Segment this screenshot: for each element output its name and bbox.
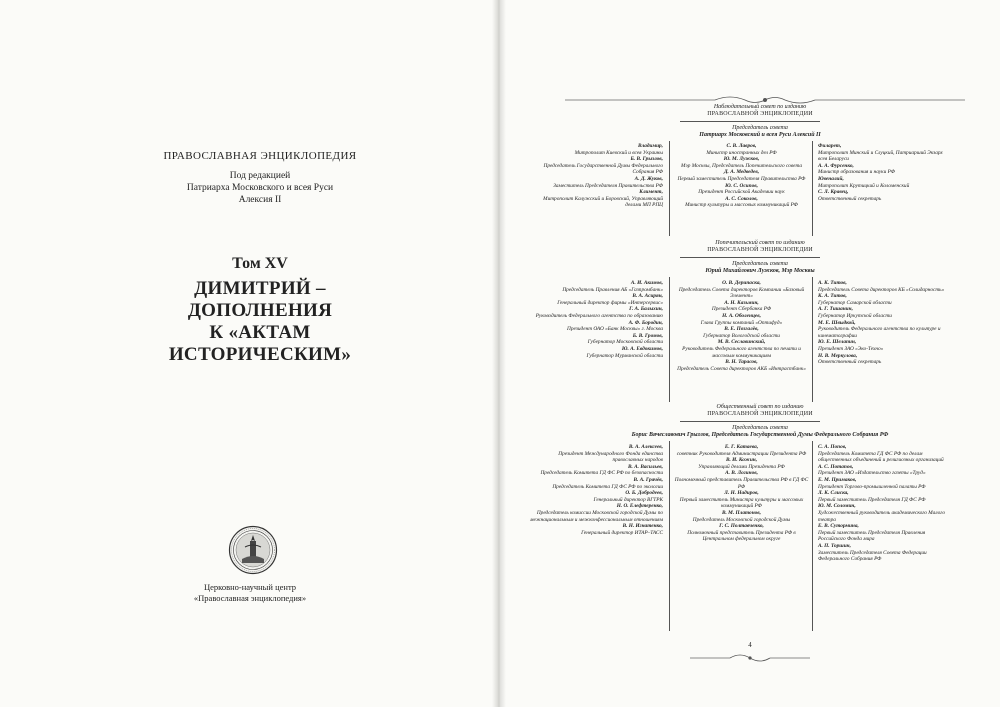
member-entry: [818, 339, 953, 352]
member-title: Митрополит Крутицкий и Коломенский: [818, 182, 910, 189]
member-entry: [818, 477, 953, 490]
editors-line: Под редакцией: [229, 171, 291, 181]
member-entry: [674, 444, 809, 457]
member-title: Ответственный секретарь: [818, 359, 882, 366]
member-title: Полномочный представитель Правительства РФ в ГД ФС РФ: [674, 476, 809, 490]
member-title: Генеральный директор фирмы «Интерсервис»: [557, 299, 663, 306]
trustees-column-3: [818, 280, 953, 366]
member-name: М. В. Сеславинский,: [717, 339, 766, 346]
chair-name: Патриарх Московский и всея Руси Алексий II: [699, 132, 821, 138]
member-name: Владимир,: [637, 143, 663, 149]
heading-caps: ПРАВОСЛАВНОЙ ЭНЦИКЛОПЕДИИ: [707, 411, 813, 417]
heading-caps: ПРАВОСЛАВНОЙ ЭНЦИКЛОПЕДИИ: [707, 247, 813, 253]
member-name: А. К. Титов,: [818, 280, 847, 286]
member-title: Митрополит Минский и Слуцкий, Патриарший Экзарх всея Беларуси: [818, 149, 943, 163]
trustees-chair: [560, 261, 960, 275]
chair-label: Председатель совета: [732, 261, 788, 267]
member-entry: [674, 196, 809, 209]
member-title: Ответственный секретарь: [818, 195, 882, 202]
supervisory-column-2: [674, 143, 809, 209]
member-entry: [674, 300, 809, 313]
column-divider: [812, 277, 813, 402]
member-title: Первый заместитель Председателя ГД ФС РФ: [818, 496, 926, 503]
member-name: В. А. Асирян,: [632, 293, 663, 300]
member-title: Первый заместитель Председателя Правления Российского Фонда мира: [818, 529, 926, 543]
member-entry: [818, 543, 953, 563]
member-name: Ювеналий,: [818, 175, 844, 182]
volume-subject: [120, 278, 400, 366]
member-entry: [674, 510, 809, 523]
member-name: Ю. М. Соломин,: [818, 503, 856, 510]
member-title: советник Руководителя Администрации Президента РФ: [676, 450, 807, 457]
subject-line: ДИМИТРИЙ – ДОПОЛНЕНИЯ: [187, 278, 333, 321]
member-title: Глава Группы компаний «Оптифуд»: [700, 319, 783, 326]
member-entry: [674, 169, 809, 182]
member-entry: [818, 176, 953, 189]
member-title: Губернатор Мурманской области: [586, 352, 663, 359]
member-name: А. Ф. Бородин,: [628, 319, 663, 326]
member-entry: [818, 189, 953, 202]
title-page: [0, 0, 498, 707]
member-name: О. Б. Добродеев,: [625, 490, 663, 497]
member-title: Губернатор Вологодской области: [703, 332, 780, 339]
member-name: Е. М. Примаков,: [818, 476, 857, 483]
member-entry: [818, 320, 953, 340]
public-column-1: [528, 444, 663, 536]
member-title: Мэр Москвы, Председатель Попечительского совета: [680, 162, 802, 169]
member-name: В. А. Алексеев,: [628, 444, 663, 450]
member-name: В. Е. Позгалёв,: [724, 326, 759, 333]
member-title: Председатель Государственной Думы Федерального Собрания РФ: [543, 162, 663, 176]
member-name: Ю. С. Осипов,: [725, 182, 758, 189]
member-name: Е. В. Сутормина,: [818, 523, 859, 530]
member-name: Н. О. Елефтеренко,: [616, 503, 663, 510]
trustees-column-2: [674, 280, 809, 372]
member-entry: [528, 523, 663, 536]
member-name: М. Е. Швыдкой,: [818, 319, 856, 326]
member-title: Заместитель Председателя Правительства РФ: [553, 182, 663, 189]
chair-label: Председатель совета: [732, 425, 788, 431]
member-entry: [818, 503, 953, 523]
member-entry: [528, 464, 663, 477]
member-title: Заместитель Председателя Совета Федерации Федерального Собрания РФ: [818, 549, 927, 563]
member-entry: [528, 503, 663, 523]
member-title: Президент Российской Академии наук: [698, 189, 785, 196]
member-name: А. Д. Жуков,: [634, 175, 663, 182]
member-name: С. В. Лавров,: [726, 143, 757, 149]
heading-line: Попечительский совет по изданию: [715, 240, 805, 246]
member-entry: [674, 457, 809, 470]
member-title: Первый заместитель Председателя Правительства РФ: [677, 175, 806, 182]
member-entry: [528, 477, 663, 490]
member-title: Генеральный директор ИТАР–ТАСС: [581, 529, 663, 536]
heading-line: Наблюдательный совет по изданию: [713, 104, 807, 110]
member-title: Министр образования и науки РФ: [818, 169, 895, 176]
section-divider: [680, 421, 820, 422]
member-entry: [818, 306, 953, 319]
member-entry: [674, 143, 809, 156]
member-title: Президент Торгово-промышленной палаты РФ: [818, 483, 926, 490]
member-title: Председатель Совета директоров АКБ «Интрастбанк»: [677, 365, 806, 372]
member-entry: [674, 156, 809, 169]
member-entry: [818, 464, 953, 477]
member-name: Н. В. Меркулова,: [818, 352, 858, 359]
column-divider: [812, 441, 813, 631]
encyclopedia-title: ПРАВОСЛАВНАЯ ЭНЦИКЛОПЕДИЯ: [163, 150, 357, 162]
member-name: В. А. Грачёв,: [633, 476, 663, 483]
member-entry: [818, 280, 953, 293]
member-title: Президент Сбербанка РФ: [711, 306, 772, 313]
member-title: Генеральный директор ВГТРК: [593, 496, 663, 503]
supervisory-column-1: [528, 143, 663, 209]
member-title: Митрополит Киевский и всея Украины: [574, 149, 663, 156]
member-name: С. А. Попов,: [818, 444, 847, 450]
member-name: В. Н. Игнатенко,: [622, 523, 663, 530]
member-entry: [528, 143, 663, 156]
member-name: А. В. Логинов,: [725, 470, 758, 477]
member-entry: [528, 189, 663, 209]
subject-line: К «АКТАМ ИСТОРИЧЕСКИМ»: [168, 322, 352, 365]
member-entry: [818, 444, 953, 464]
member-entry: [818, 143, 953, 163]
member-entry: [528, 444, 663, 464]
member-title: Председатель Совета директоров КБ «Солидарность»: [818, 286, 945, 293]
member-name: Д. А. Медведев,: [723, 169, 760, 176]
member-entry: [674, 326, 809, 339]
member-name: Л. Н. Надиров,: [724, 490, 759, 497]
member-title: Председатель Совета директоров Компании «Базовый Элемент»: [678, 286, 805, 300]
publisher-seal-icon: [228, 525, 278, 575]
chair-label: Председатель совета: [732, 125, 788, 131]
member-name: О. В. Дерипаска,: [722, 280, 761, 286]
member-title: Председатель Московской городской Думы: [692, 516, 791, 523]
member-title: Управляющий делами Президента РФ: [698, 463, 785, 470]
trustees-column-1: [528, 280, 663, 359]
member-name: К. А. Титов,: [818, 293, 847, 300]
member-name: В. А. Васильев,: [627, 463, 663, 470]
trustees-council-heading: [560, 240, 960, 254]
column-divider: [812, 141, 813, 236]
member-entry: [674, 183, 809, 196]
book-gutter: [492, 0, 506, 707]
member-title: Митрополит Калужский и Боровский, Управляющий делами МП РПЦ: [543, 195, 663, 209]
member-entry: [818, 163, 953, 176]
member-name: А. С. Соколов,: [725, 195, 758, 202]
member-name: Ю. А. Евдокимов,: [621, 345, 663, 352]
member-title: Президент ЗАО «Издательство газеты «Труд»: [818, 470, 926, 477]
member-name: С. Л. Кравец,: [818, 189, 849, 196]
member-entry: [528, 320, 663, 333]
member-entry: [528, 490, 663, 503]
member-entry: [818, 353, 953, 366]
member-title: Председатель Комитета ГД ФС РФ по экологии: [552, 483, 663, 490]
member-entry: [818, 523, 953, 543]
member-name: Ю. М. Лужков,: [723, 156, 760, 163]
supervisory-chair: [560, 125, 960, 139]
supervisory-council-heading: [560, 104, 960, 118]
editors-line: Патриарха Московского и всея Руси: [186, 183, 334, 193]
publisher-line: «Православная энциклопедия»: [193, 593, 307, 603]
member-title: Первый заместитель Министра культуры и массовых коммуникаций РФ: [679, 496, 804, 510]
publisher-line: Церковно-научный центр: [203, 582, 297, 592]
member-title: Председатель Правления АБ «Газпромбанк»: [562, 286, 663, 293]
member-entry: [818, 293, 953, 306]
member-name: Ю. Е. Шелапин,: [818, 339, 857, 346]
member-entry: [674, 490, 809, 510]
page-number: 4: [748, 641, 752, 649]
member-entry: [528, 306, 663, 319]
member-entry: [674, 470, 809, 490]
member-name: Б. В. Громов,: [632, 332, 663, 339]
member-title: Губернатор Московской области: [587, 339, 663, 346]
member-entry: [528, 176, 663, 189]
section-divider: [680, 121, 820, 122]
volume-number: Том XV: [232, 255, 288, 272]
member-title: Председатель комиссии Московской городской Думы по межнациональным и межконфессиональным отношениям: [530, 509, 663, 523]
member-name: А. Г. Тишанин,: [818, 306, 853, 313]
member-name: Л. К. Слиска,: [818, 490, 849, 497]
member-entry: [674, 359, 809, 372]
member-title: Руководитель Федерального агентства по печати и массовым коммуникациям: [682, 345, 801, 359]
bottom-ornament-icon: [690, 652, 810, 664]
member-title: Руководитель Федерального агентства по культуре и кинематографии: [818, 326, 941, 339]
member-name: А. С. Потапов,: [818, 463, 854, 470]
member-title: Губернатор Иркутской области: [818, 312, 892, 319]
member-title: Губернатор Самарской области: [818, 299, 892, 306]
member-entry: [528, 346, 663, 359]
chair-name: Борис Вячеславович Грызлов, Председатель Государственной Думы Федерального Собрания РФ: [631, 432, 889, 438]
column-divider: [669, 277, 670, 402]
member-entry: [674, 523, 809, 543]
member-entry: [528, 156, 663, 176]
member-title: Художественный руководитель академического Малого театра: [818, 509, 946, 523]
member-name: В. Н. Тарасов,: [725, 359, 758, 366]
member-name: Климент,: [639, 189, 663, 196]
member-title: Председатель Комитета ГД ФС РФ по делам общественных объединений и религиозных организаций: [818, 450, 944, 464]
chair-name: Юрий Михайлович Лужков, Мэр Москвы: [705, 268, 815, 274]
public-council-heading: [560, 404, 960, 418]
member-entry: [818, 490, 953, 503]
member-title: Президент ЗАО «Эко-Техно»: [818, 345, 884, 352]
member-name: В. И. Кожин,: [725, 457, 758, 464]
section-divider: [680, 257, 820, 258]
member-title: Председатель Комитета ГД ФС РФ по безопасности: [540, 470, 663, 477]
member-name: Филарет,: [818, 143, 842, 149]
public-column-3: [818, 444, 953, 563]
member-entry: [528, 333, 663, 346]
member-name: А. А. Фурсенко,: [818, 162, 854, 169]
member-title: Руководитель Федерального агентства по образованию: [535, 312, 663, 319]
member-name: Б. В. Грызлов,: [630, 156, 663, 163]
column-divider: [669, 141, 670, 236]
editors-line: Алексия II: [238, 195, 282, 205]
member-title: Полномочный представитель Президента РФ в Центральном федеральном округе: [687, 529, 796, 543]
member-entry: [528, 293, 663, 306]
member-entry: [674, 313, 809, 326]
editors-block: [120, 170, 400, 206]
member-title: Министр культуры и массовых коммуникаций РФ: [685, 202, 798, 209]
member-entry: [674, 339, 809, 359]
public-chair: [560, 425, 960, 439]
publisher-block: [150, 582, 350, 604]
member-entry: [674, 280, 809, 300]
member-name: А. Н. Казьмин,: [724, 299, 759, 306]
column-divider: [669, 441, 670, 631]
heading-line: Общественный совет по изданию: [716, 404, 804, 410]
member-entry: [528, 280, 663, 293]
member-name: Г. С. Полтавченко,: [719, 523, 764, 530]
public-column-2: [674, 444, 809, 543]
member-name: Е. Г. Катаева,: [724, 444, 759, 450]
member-title: Президент ОАО «Банк Москвы» г. Москва: [567, 326, 663, 333]
member-name: Н. А. Оболенцев,: [722, 312, 761, 319]
member-name: В. М. Платонов,: [721, 509, 761, 516]
member-name: А. И. Акимов,: [630, 280, 663, 286]
member-name: А. П. Торшин,: [818, 542, 851, 549]
member-name: Г. А. Балыхин,: [629, 306, 663, 313]
supervisory-column-3: [818, 143, 953, 202]
member-title: Президент Международного Фонда единства православных народов: [558, 450, 663, 464]
heading-caps: ПРАВОСЛАВНОЙ ЭНЦИКЛОПЕДИИ: [707, 111, 813, 117]
member-title: Министр иностранных дел РФ: [706, 149, 777, 156]
